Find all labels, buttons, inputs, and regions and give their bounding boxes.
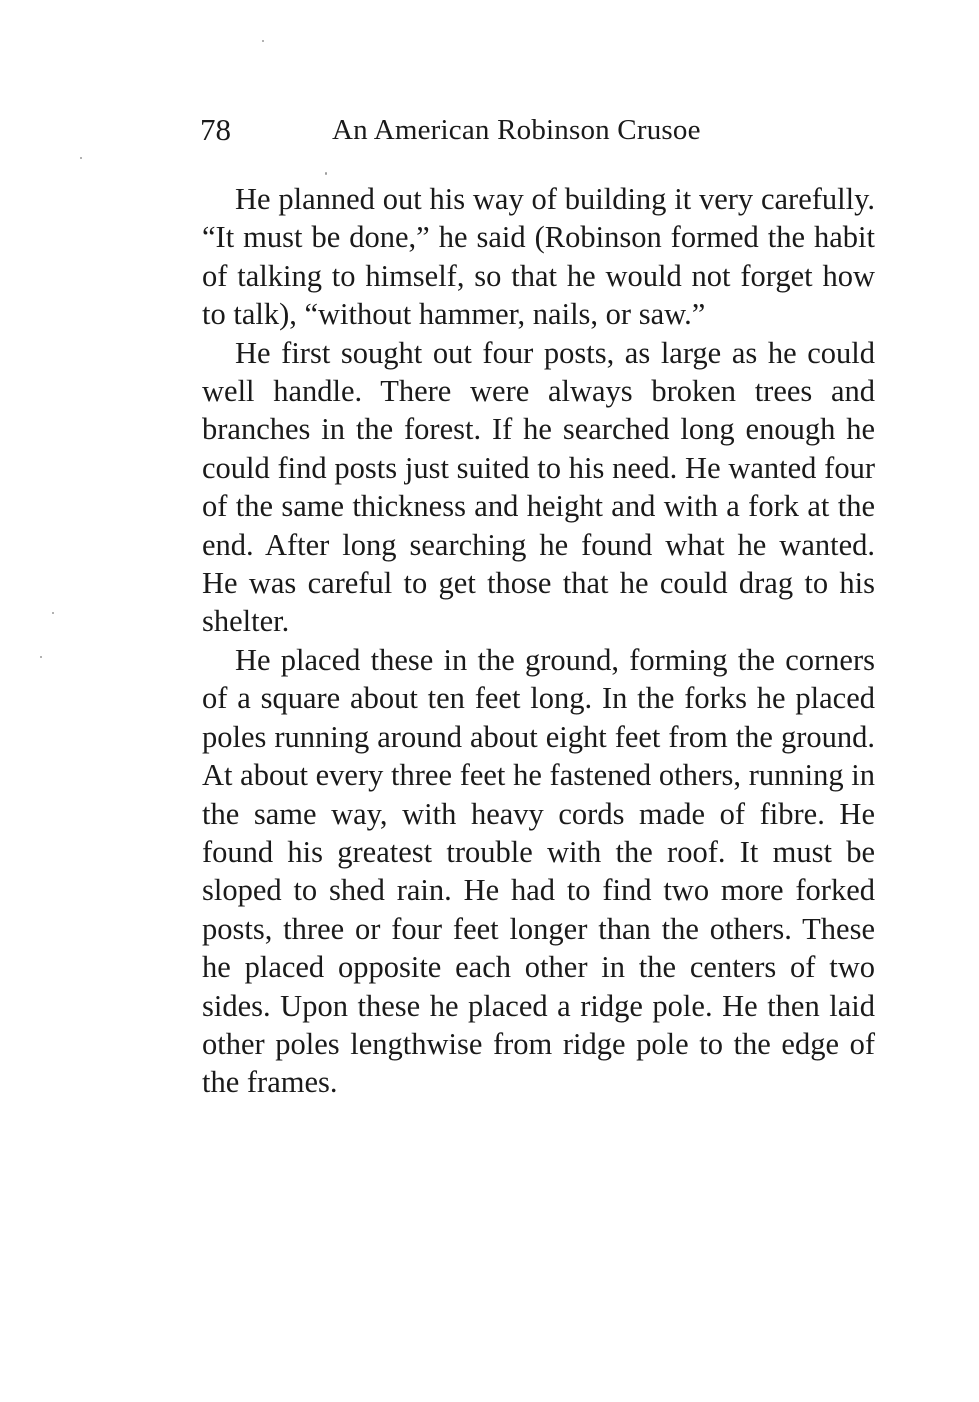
scan-speck — [40, 656, 42, 658]
scan-speck — [52, 612, 54, 614]
paragraph-1: He planned out his way of building it very carefully. “It must be done,” he said (Robinson formed the habit of talking to himself, so that he would not forget how to talk), “without hammer, nails, or saw.” — [202, 182, 875, 332]
running-title: An American Robinson Crusoe — [332, 114, 701, 146]
paragraph-2: He first sought out four posts, as large as he could well handle. There were always broken trees and branches in the forest. If he searched long enough he could find posts just suited to his need. He wanted four of the same thickness and height and with a fork at the end. After long searching he found what he wanted. He was careful to get those that he could drag to his shelter. — [202, 335, 875, 639]
paragraph-3: He placed these in the ground, forming the corners of a square about ten feet long. In the forks he placed poles running around about eight feet from the ground. At about every three feet he fastened others, running in the same way, with heavy cords made of fibre. He found his greatest trouble with the roof. It must be sloped to shed rain. He had to find two more forked posts, three or four feet longer than the others. These he placed opposite each other in the centers of two sides. Upon these he placed a ridge pole. He then laid other poles lengthwise from ridge pole to the edge of the frames. — [202, 642, 875, 1100]
scan-speck — [262, 40, 264, 42]
body-text — [202, 180, 875, 1102]
page-number: 78 — [200, 112, 231, 147]
running-head — [200, 105, 760, 155]
scan-speck — [325, 172, 327, 175]
scan-speck — [80, 157, 82, 159]
